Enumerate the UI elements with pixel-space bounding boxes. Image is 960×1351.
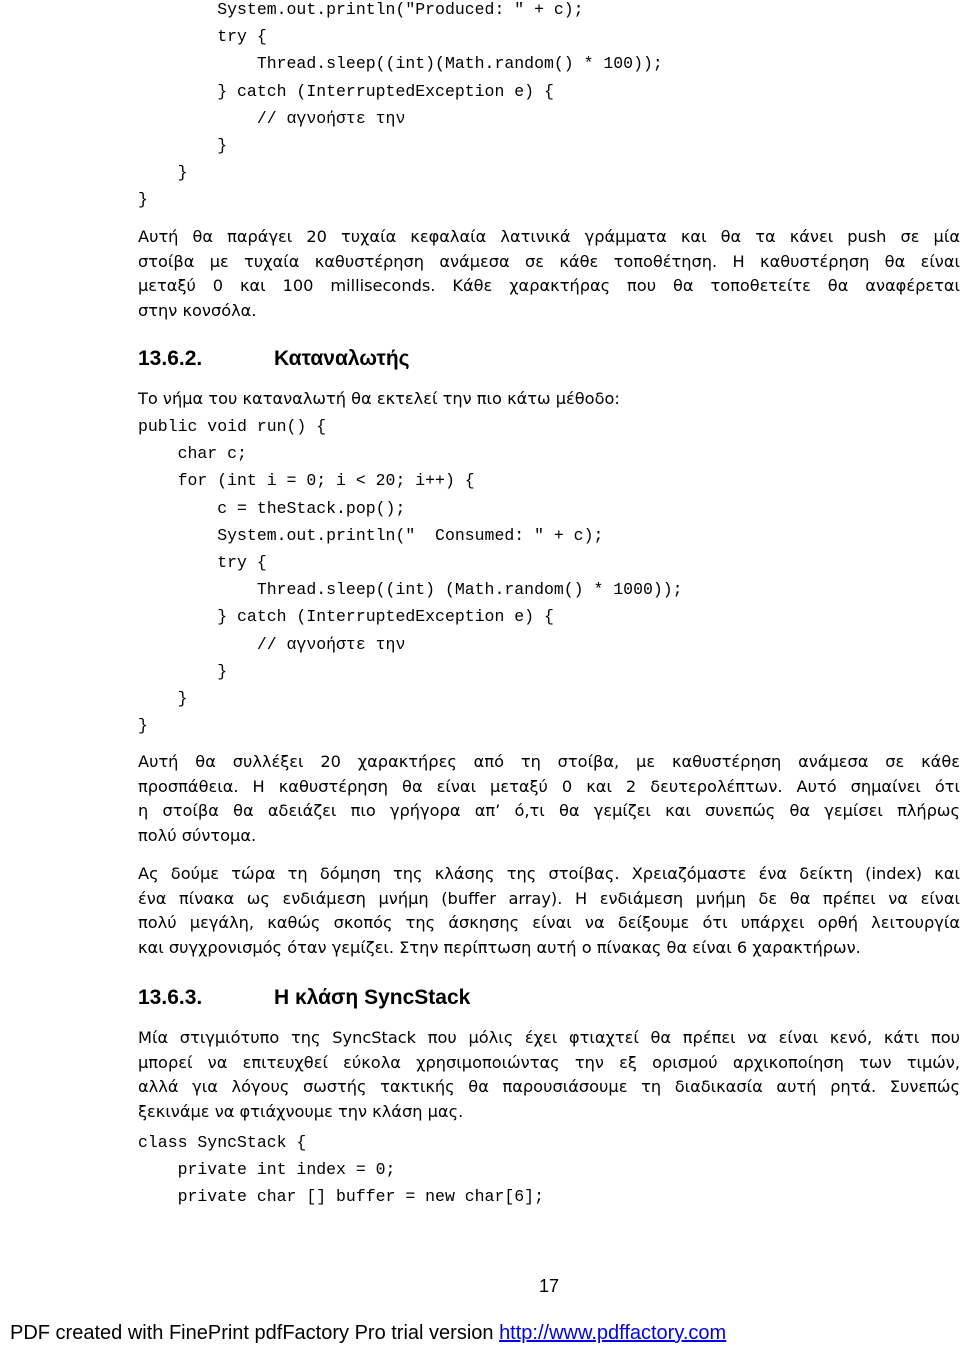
code-line: System.out.println(" Consumed: " + c); bbox=[138, 525, 604, 545]
text-line: πολύ μεγάλη, καθώς σκοπός της άσκησης είναι να δείξουμε ότι υπάρχει ορθή λειτουργία bbox=[138, 913, 960, 932]
text-line: Αυτή θα παράγει 20 τυχαία κεφαλαία λατινικά γράμματα και θα τα κάνει push σε μία bbox=[138, 227, 960, 246]
paragraph-syncstack-intro bbox=[138, 1026, 960, 1124]
code-line: class SyncStack { bbox=[138, 1133, 307, 1152]
text-line: Μία στιγμιότυπο της SyncStack που μόλις έχει φτιαχτεί θα πρέπει να είναι κενό, κάτι που bbox=[138, 1028, 960, 1047]
code-line: for (int i = 0; i < 20; i++) { bbox=[138, 471, 475, 491]
code-line: } catch (InterruptedException e) { bbox=[138, 607, 554, 627]
code-line: } bbox=[138, 163, 188, 183]
code-line: } bbox=[138, 190, 148, 210]
code-line: c = theStack.pop(); bbox=[138, 498, 406, 518]
text-line: στην κονσόλα. bbox=[138, 300, 257, 320]
code-line: Thread.sleep((int)(Math.random() * 100)); bbox=[138, 54, 663, 74]
code-line: try { bbox=[138, 552, 267, 572]
text-line: Ας δούμε τώρα τη δόμηση της κλάσης της στοίβας. Χρειαζόμαστε ένα δείκτη (index) και bbox=[138, 864, 960, 883]
code-line: } bbox=[138, 716, 148, 736]
text-line: και συγχρονισμός όταν γεμίζει. Στην περίπτωση αυτή ο πίνακας θα είναι 6 χαρακτήρων. bbox=[138, 937, 861, 957]
code-line: Thread.sleep((int) (Math.random() * 1000)); bbox=[138, 580, 683, 600]
section-heading-consumer bbox=[138, 347, 410, 371]
section-heading-syncstack bbox=[138, 986, 470, 1010]
text-line: μπορεί να επιτευχθεί εύκολα χρησιμοποιώντας την εξ ορισμού αρχικοποίηση των τιμών, bbox=[138, 1052, 960, 1072]
text-line: προσπάθεια. Η καθυστέρηση θα είναι μεταξύ 0 και 2 δευτερολέπτων. Αυτό σημαίνει ότι bbox=[138, 776, 960, 796]
section-number: 13.6.3. bbox=[138, 986, 203, 1009]
code-line: } bbox=[138, 135, 228, 155]
text-line: μεταξύ 0 και 100 milliseconds. Κάθε χαρακτήρας που θα τοποθετείτε θα αναφέρεται bbox=[138, 276, 960, 295]
text-line: αλλά για λόγους σωστής τακτικής θα παρουσιάσουμε τη διαδικασία αυτή ρητά. Συνεπώς bbox=[138, 1077, 960, 1096]
code-line: // αγνοήστε την bbox=[138, 108, 406, 128]
paragraph-consumer-intro bbox=[138, 387, 960, 412]
section-title: Η κλάση SyncStack bbox=[274, 986, 471, 1009]
code-line: public void run() { bbox=[138, 417, 327, 436]
paragraph-consumer-description bbox=[138, 750, 960, 848]
code-block-consumer-run bbox=[138, 413, 683, 739]
text-line: ένα πίνακα ως ενδιάμεση μνήμη (buffer array). Η ενδιάμεση μνήμη δε θα πρέπει να είναι bbox=[138, 888, 960, 908]
footer-link[interactable]: http://www.pdffactory.com bbox=[499, 1322, 727, 1344]
code-block-syncstack-class bbox=[138, 1129, 544, 1211]
code-line: } catch (InterruptedException e) { bbox=[138, 81, 554, 101]
paragraph-producer-description bbox=[138, 225, 960, 323]
section-number: 13.6.2. bbox=[138, 347, 203, 370]
code-line: try { bbox=[138, 27, 267, 47]
text-line: Το νήμα του καταναλωτή θα εκτελεί την πιο κάτω μέθοδο: bbox=[138, 389, 620, 408]
code-line: private int index = 0; bbox=[138, 1160, 396, 1180]
page-number: 17 bbox=[538, 1276, 560, 1296]
text-line: ξεκινάμε να φτιάχνουμε την κλάση μας. bbox=[138, 1101, 464, 1121]
section-title: Καταναλωτής bbox=[274, 347, 410, 370]
code-block-producer-tail bbox=[138, 0, 663, 214]
text-line: η στοίβα θα αδειάζει πιο γρήγορα απ’ ό,τι θα γεμίζει και συνεπώς θα γεμίσει πλήρως bbox=[138, 801, 960, 820]
code-line: char c; bbox=[138, 444, 247, 464]
code-line: System.out.println("Produced: " + c); bbox=[138, 0, 584, 19]
code-line: private char [] buffer = new char[6]; bbox=[138, 1187, 544, 1207]
code-line: // αγνοήστε την bbox=[138, 634, 406, 654]
text-line: Αυτή θα συλλέξει 20 χαρακτήρες από τη στοίβα, με καθυστέρηση ανάμεσα σε κάθε bbox=[138, 752, 960, 771]
code-line: } bbox=[138, 661, 228, 681]
footer-text: PDF created with FinePrint pdfFactory Pro trial version bbox=[10, 1322, 500, 1344]
text-line: στοίβα με τυχαία καθυστέρηση ανάμεσα σε κάθε τοποθέτηση. Η καθυστέρηση θα είναι bbox=[138, 251, 960, 271]
pdf-footer bbox=[10, 1322, 726, 1345]
text-line: πολύ σύντομα. bbox=[138, 825, 257, 845]
paragraph-stack-design bbox=[138, 862, 960, 960]
code-line: } bbox=[138, 688, 188, 708]
